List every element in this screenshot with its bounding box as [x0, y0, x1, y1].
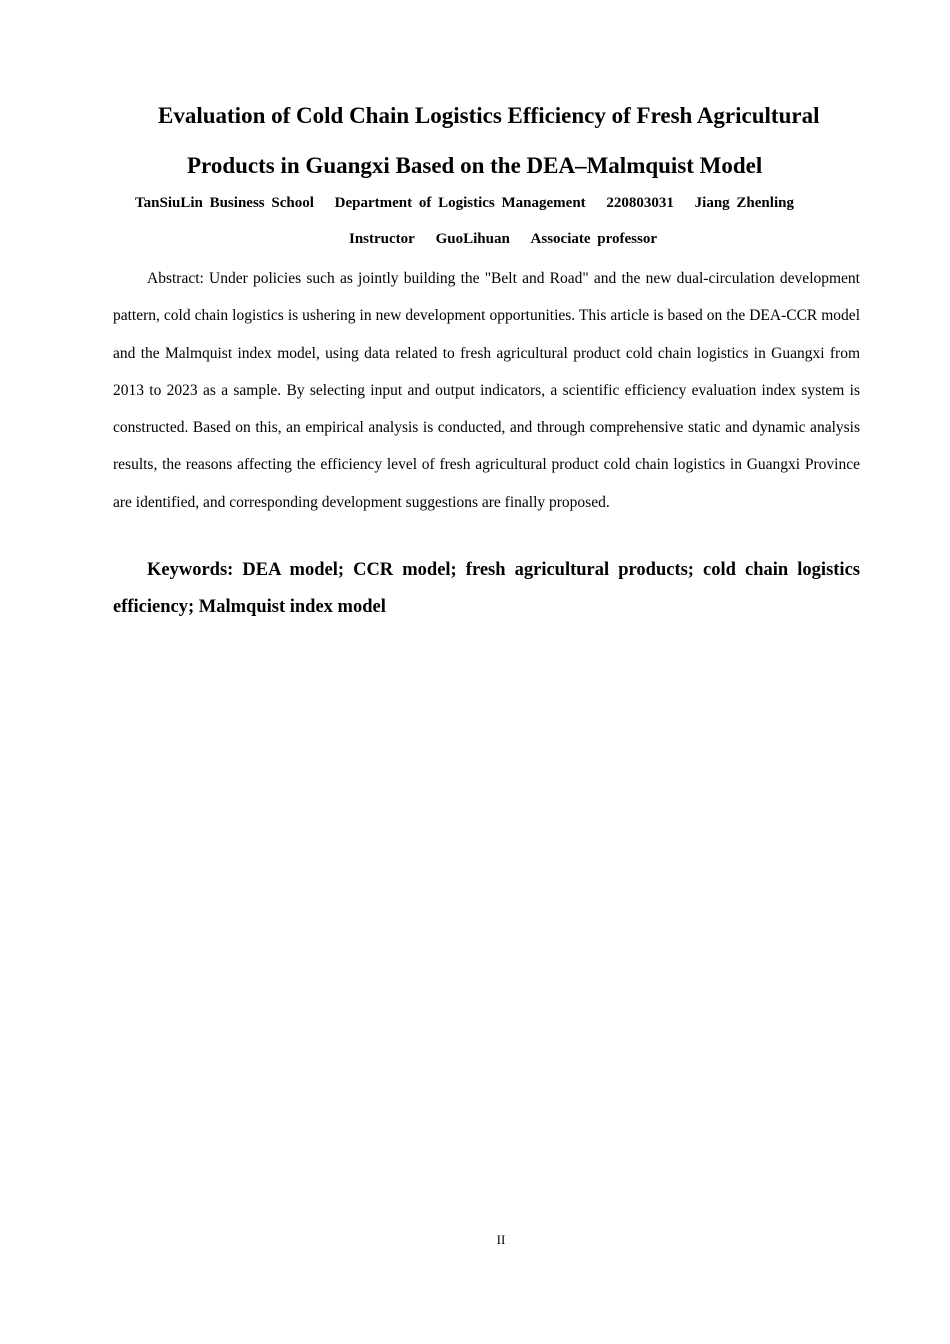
instructor-name: GuoLihuan	[435, 231, 510, 247]
page-number: II	[496, 1232, 506, 1247]
school-name: TanSiuLin Business School	[135, 195, 314, 211]
instructor-info-line	[113, 228, 893, 250]
abstract-paragraph: Abstract: Under policies such as jointly building the "Belt and Road" and the new dual-circulation development pattern, cold chain logistics is ushering in new development opportunities. This article is based on the DEA-CCR model and the Malmquist index model, using data related to fresh agricultural product cold chain logistics in Guangxi from 2013 to 2023 as a sample. By selecting input and output indicators, a scientific efficiency evaluation index system is constructed. Based on this, an empirical analysis is conducted, and through comprehensive static and dynamic analysis results, the reasons affecting the efficiency level of fresh agricultural product cold chain logistics in Guangxi Province are identified, and corresponding development suggestions are finally proposed.	[113, 270, 860, 511]
department-name: Department of Logistics Management	[334, 195, 586, 211]
instructor-title: Associate professor	[530, 231, 657, 247]
author-info-line	[135, 192, 855, 214]
paper-title-line-1: Evaluation of Cold Chain Logistics Efficiency of Fresh Agricultural	[158, 103, 820, 128]
author-name: Jiang Zhenling	[694, 195, 794, 211]
paper-title-line-2: Products in Guangxi Based on the DEA–Malmquist Model	[187, 153, 763, 178]
instructor-label: Instructor	[349, 231, 415, 247]
student-id: 220803031	[606, 195, 674, 211]
keywords-paragraph: Keywords: DEA model; CCR model; fresh agricultural products; cold chain logistics efficiency; Malmquist index model	[113, 560, 860, 617]
